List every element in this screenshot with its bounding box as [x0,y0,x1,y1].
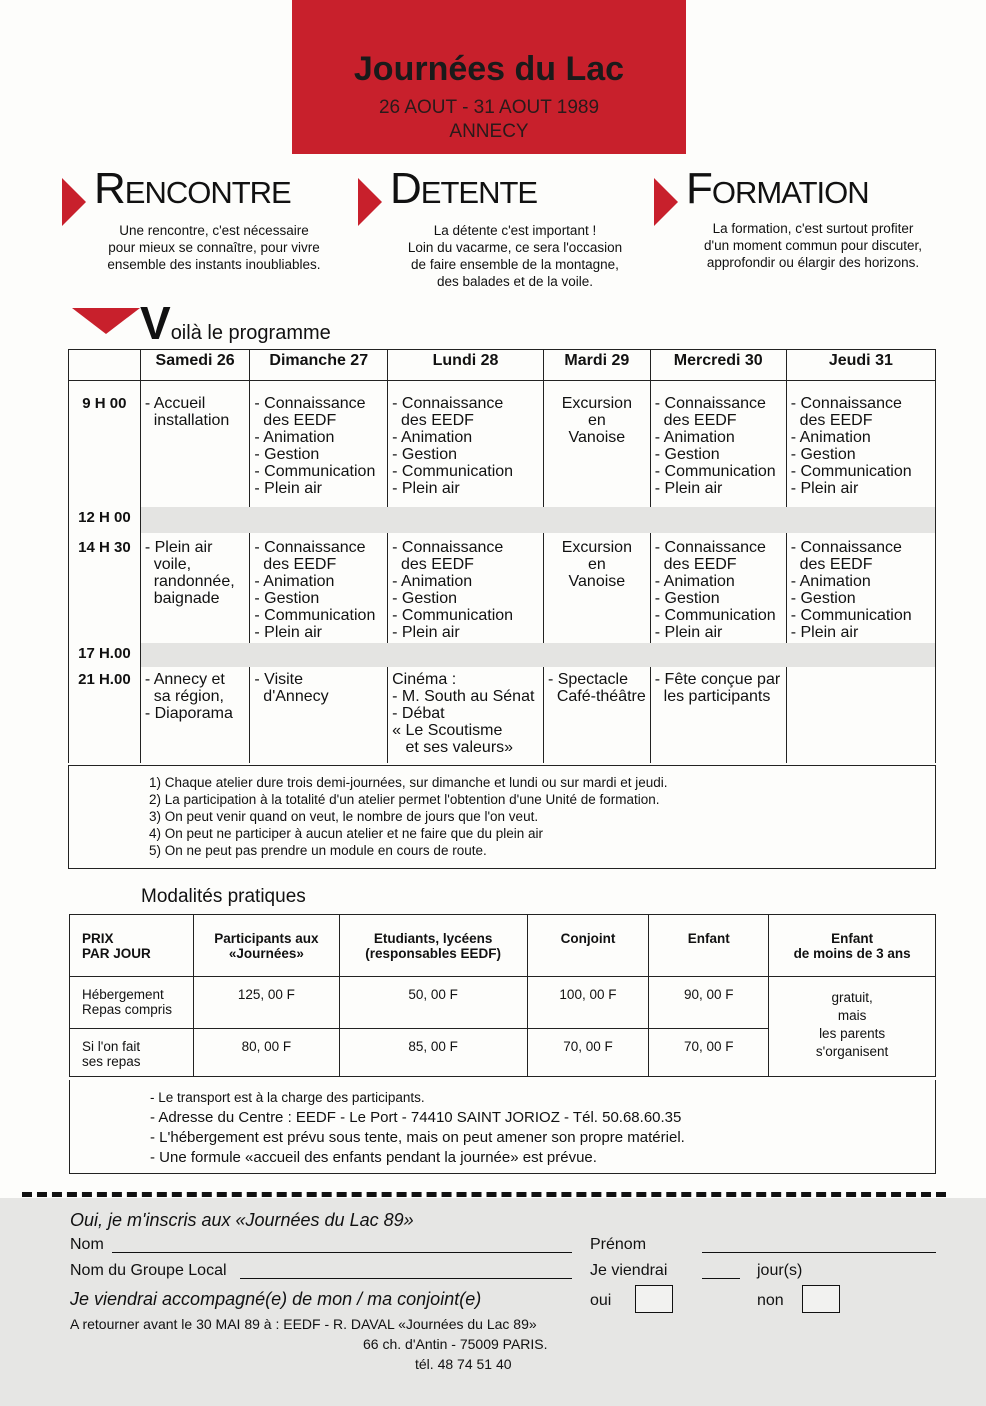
slot-line: - Animation [392,572,473,590]
col-header-line: Enfant [831,931,874,946]
price-cell: 85, 00 F [339,1029,527,1077]
slot-line: - Diaporama [144,704,233,722]
slot-line: les participants [654,687,771,705]
slot-cell [543,667,650,763]
free-line: les parents [819,1026,886,1041]
slot-line: - Plein air [392,623,460,641]
slot-line: - Communication [392,463,514,480]
slot-cell [786,381,935,507]
note-line: 1) Chaque atelier dure trois demi-journées, sur dimanche et lundi ou sur mardi et jeudi. [149,775,668,790]
slot-line: - Animation [654,429,735,446]
slot-line: randonnée, [144,572,235,590]
event-dates-place [292,96,686,144]
form-title: Oui, je m'inscris aux «Journées du Lac 89» [70,1210,414,1230]
slot-line: Vanoise [568,429,626,446]
practical-note-line: - Le transport est à la charge des participants. [150,1090,425,1105]
free-infant-cell [769,977,936,1077]
price-row-label [70,1029,194,1077]
row-label-line: Repas compris [82,1002,173,1017]
slot-cell [250,667,388,763]
groupe-field[interactable] [240,1278,572,1279]
slot-line: - Plein air [654,623,723,641]
free-line: gratuit, [831,990,873,1005]
price-cell: 125, 00 F [193,977,339,1029]
slot-line: - Plein air [144,538,213,556]
note-line: 4) On peut ne participer à aucun atelier et ne faire que du plein air [149,826,543,841]
price-cell: 100, 00 F [527,977,649,1029]
slot-line: en [587,555,606,573]
slot-line: en [587,412,606,429]
slot-line: - Plein air [654,480,723,497]
event-place: ANNECY [449,121,529,142]
groupe-label: Nom du Groupe Local [70,1262,227,1279]
col-header-line: «Journées» [228,946,304,961]
slot-line: des EEDF [654,412,737,429]
price-cell: 90, 00 F [649,977,769,1029]
note-line: 3) On peut venir quand on veut, le nombre de jours que l'on veut. [149,809,539,824]
practical-note-line: - Adresse du Centre : EEDF - Le Port - 74410 SAINT JORIOZ - Tél. 50.68.60.35 [150,1109,682,1126]
theme-heading-rencontre: Rencontre [94,164,291,213]
slot-line: des EEDF [392,555,474,573]
table-header-row [69,350,936,381]
blurb-line: approfondir ou élargir des horizons. [706,255,920,270]
slot-cell [650,667,786,763]
price-col-header: Conjoint [527,915,649,977]
conjoint-label: Je viendrai accompagné(e) de mon / ma conjoint(e) [70,1289,482,1309]
day-header: Mardi 29 [543,350,650,381]
blurb-line: ensemble des instants inoubliables. [107,257,321,272]
slot-line: - Spectacle [547,670,628,688]
blurb-line: de faire ensemble de la montagne, [411,257,619,272]
nom-field[interactable] [112,1252,572,1253]
day-header: Mercredi 30 [650,350,786,381]
time-cell: 9 H 00 [69,381,141,507]
non-label: non [757,1292,784,1309]
blurb-line: La détente c'est important ! [433,223,597,238]
table-row-noon [69,507,936,533]
slot-line: - Connaissance [654,395,766,412]
slot-line: - Communication [254,463,376,480]
free-line: s'organisent [815,1044,889,1059]
slot-line: sa région, [144,687,224,705]
slot-line: - Communication [254,606,376,624]
slot-line: - Animation [254,429,335,446]
retour-text: A retourner avant le 30 MAI 89 à : EEDF - R. DAVAL «Journées du Lac 89» [70,1316,537,1332]
event-title: Journées du Lac [353,50,625,88]
slot-line: - M. South au Sénat [392,687,535,705]
event-dates: 26 AOUT - 31 AOUT 1989 [378,97,600,118]
slot-line: - Animation [392,429,473,446]
slot-line: - Connaissance [790,395,902,412]
cut-line [22,1192,946,1197]
slot-line: - Connaissance [790,538,902,556]
slot-line: - Connaissance [254,395,366,412]
break-band [140,643,935,667]
slot-line: Cinéma : [392,670,457,688]
slot-cell [250,381,388,507]
non-checkbox[interactable] [802,1285,840,1313]
break-band [140,507,935,533]
row-label-line: ses repas [82,1054,141,1069]
prenom-field[interactable] [702,1252,936,1253]
slot-line: - Gestion [654,446,720,463]
col-header-line: Participants aux [214,931,319,946]
slot-cell [140,381,250,507]
slot-line: d'Annecy [254,687,329,705]
price-cell: 70, 00 F [649,1029,769,1077]
slot-line: installation [144,412,230,429]
blurb-line: Une rencontre, c'est nécessaire [119,223,309,238]
slot-line: - Débat [392,704,445,722]
jours-label: jour(s) [757,1262,803,1279]
slot-line: des EEDF [654,555,737,573]
nom-label: Nom [70,1236,104,1253]
price-col-header [339,915,527,977]
slot-cell [650,381,786,507]
price-cell: 50, 00 F [339,977,527,1029]
blurb-line: La formation, c'est surtout profiter [712,221,914,236]
head-label-line: PRIX [82,931,114,946]
slot-line: - Connaissance [392,538,504,556]
programme-notes [68,765,936,869]
slot-line: - Communication [654,606,776,624]
slot-line: - Plein air [392,480,460,497]
slot-cell [388,667,544,763]
slot-line: Excursion [561,395,632,412]
oui-label: oui [590,1292,612,1309]
blurb-line: des balades et de la voile. [436,274,594,289]
slot-line: - Animation [790,429,871,446]
slot-cell [388,533,544,643]
arrow-right-icon [62,178,86,226]
time-cell: 17 H.00 [69,643,141,667]
price-row [70,977,936,1029]
slot-cell [250,533,388,643]
slot-line: « Le Scoutisme [392,721,503,739]
slot-line: - Connaissance [254,538,366,556]
col-header-line: (responsables EEDF) [365,946,502,961]
slot-line: - Plein air [790,623,859,641]
title-banner [292,0,686,154]
slot-line: - Plein air [790,480,859,497]
slot-line: - Gestion [790,446,856,463]
price-cell: 80, 00 F [193,1029,339,1077]
arrow-down-icon [72,308,140,334]
slot-line: - Communication [392,606,514,624]
theme-blurb-detente [382,222,648,290]
slot-line: - Connaissance [654,538,766,556]
slot-cell [543,381,650,507]
time-cell: 21 H.00 [69,667,141,763]
modalites-title: Modalités pratiques [141,886,306,907]
slot-line: - Communication [790,606,912,624]
practical-notes [69,1080,936,1174]
table-row-afternoon [69,533,936,643]
note-line: 5) On ne peut pas prendre un module en cours de route. [149,843,487,858]
free-line: mais [837,1008,867,1023]
programme-table [68,349,936,763]
slot-line: - Fête conçue par [654,670,781,688]
blurb-line: d'un moment commun pour discuter, [704,238,922,253]
row-label-line: Hébergement [82,987,164,1002]
theme-heading-detente: Detente [390,164,538,213]
time-cell: 12 H 00 [69,507,141,533]
price-col-header: Enfant [649,915,769,977]
slot-line: - Visite [254,670,304,688]
slot-line: des EEDF [254,412,337,429]
head-label-line: PAR JOUR [82,946,151,961]
slot-line: - Plein air [254,623,322,641]
slot-cell [388,381,544,507]
day-header: Jeudi 31 [786,350,935,381]
price-row-label [70,977,194,1029]
day-header: Dimanche 27 [250,350,388,381]
slot-line: - Annecy et [144,670,225,688]
row-label-line: Si l'on fait [82,1039,141,1054]
arrow-right-icon [358,178,382,226]
slot-line: Vanoise [568,572,626,590]
slot-line: - Gestion [654,589,720,607]
price-col-header [769,915,936,977]
slot-line: des EEDF [790,412,873,429]
slot-line: voile, [144,555,192,573]
day-header: Samedi 26 [140,350,250,381]
price-head-label [70,915,194,977]
slot-line: - Communication [790,463,912,480]
slot-line: - Animation [654,572,735,590]
slot-line: - Gestion [254,589,320,607]
arrow-right-icon [654,178,678,226]
slot-cell [140,533,250,643]
theme-blurb-rencontre [92,222,336,273]
practical-note-line: - Une formule «accueil des enfants pendant la journée» est prévue. [150,1149,597,1166]
prenom-label: Prénom [590,1236,647,1253]
theme-blurb-formation [686,220,940,271]
price-header-row [70,915,936,977]
blurb-line: pour mieux se connaître, pour vivre [108,240,320,255]
registration-form [0,1198,986,1406]
practical-note-line: - L'hébergement est prévu sous tente, mais on peut amener son propre matériel. [150,1129,685,1146]
slot-line: - Gestion [790,589,856,607]
price-table [69,914,936,1077]
slot-line: - Animation [254,572,335,590]
jours-field[interactable] [702,1278,740,1279]
programme-heading [140,296,331,350]
table-row-evening [69,667,936,763]
slot-line: - Communication [654,463,776,480]
slot-line: - Gestion [254,446,320,463]
programme-heading-text: oilà le programme [170,322,331,344]
day-header: Lundi 28 [388,350,544,381]
col-header-line: Etudiants, lycéens [373,931,493,946]
slot-cell [543,533,650,643]
table-row-1700 [69,643,936,667]
slot-line: Excursion [561,538,632,556]
slot-line: des EEDF [392,412,474,429]
tel-text: tél. 48 74 51 40 [415,1356,512,1372]
price-cell: 70, 00 F [527,1029,649,1077]
slot-line: des EEDF [790,555,873,573]
oui-checkbox[interactable] [635,1285,673,1313]
price-col-header [193,915,339,977]
slot-line: - Gestion [392,446,458,463]
theme-heading-formation: Formation [686,164,869,213]
slot-cell [786,533,935,643]
adresse-text: 66 ch. d'Antin - 75009 PARIS. [363,1336,548,1352]
table-row-morning [69,381,936,507]
slot-line: et ses valeurs» [392,738,514,756]
blurb-line: Loin du vacarme, ce sera l'occasion [407,240,623,255]
slot-line: baignade [144,589,220,607]
slot-line: des EEDF [254,555,337,573]
time-cell: 14 H 30 [69,533,141,643]
slot-cell [140,667,250,763]
col-header-line: de moins de 3 ans [793,946,911,961]
slot-cell [786,667,935,763]
empty-header-cell [69,350,141,381]
programme-heading-initial: V [140,297,171,349]
slot-line: - Gestion [392,589,458,607]
slot-line: Café-théâtre [547,687,646,705]
slot-line: - Animation [790,572,871,590]
viendrai-label: Je viendrai [590,1262,668,1279]
slot-line: - Accueil [144,395,206,412]
note-line: 2) La participation à la totalité d'un atelier permet l'obtention d'une Unité de formation. [149,792,660,807]
slot-line: - Connaissance [392,395,504,412]
slot-line: - Plein air [254,480,322,497]
slot-cell [650,533,786,643]
